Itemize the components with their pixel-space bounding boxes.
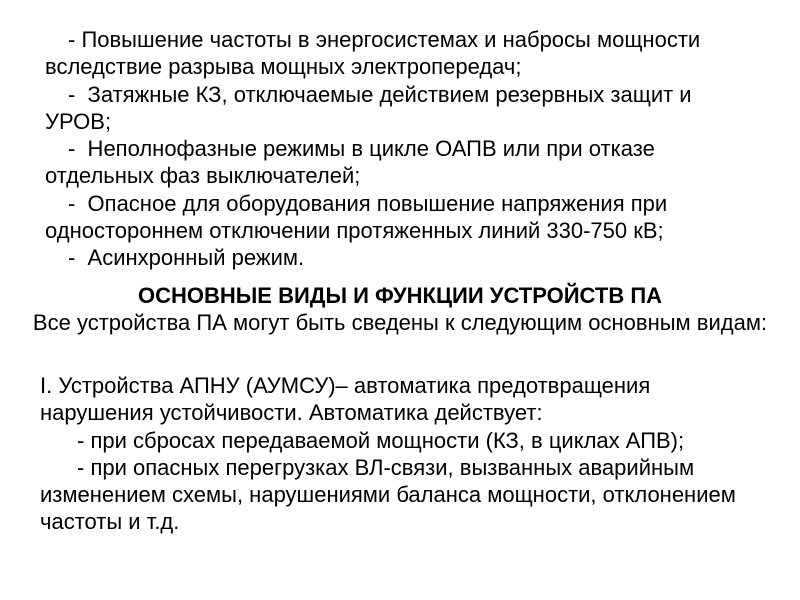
text-line: одностороннем отключении протяженных линий 330-750 кВ;: [45, 218, 664, 244]
hazards-list: [45, 26, 700, 272]
text-line: вследствие разрыва мощных электропередач;: [45, 54, 522, 80]
text-line: изменением схемы, нарушениями баланса мощности, отклонением: [40, 482, 736, 508]
text-line: - Асинхронный режим.: [68, 245, 305, 271]
text-line: - Опасное для оборудования повышение напряжения при: [68, 190, 668, 216]
section-heading-block: [0, 282, 800, 337]
section-heading: ОСНОВНЫЕ ВИДЫ И ФУНКЦИИ УСТРОЙСТВ ПА: [137, 283, 663, 308]
text-line: отдельных фаз выключателей;: [45, 163, 361, 189]
text-line: I. Устройства АПНУ (АУМСУ)– автоматика предотвращения: [40, 373, 651, 398]
text-line: УРОВ;: [45, 108, 112, 134]
apnu-block: [40, 372, 736, 536]
text-line: - Повышение частоты в энергосистемах и набросы мощности: [68, 27, 701, 52]
text-line: нарушения устойчивости. Автоматика действует:: [40, 400, 543, 426]
text-line: - Неполнофазные режимы в цикле ОАПВ или при отказе: [68, 136, 655, 162]
text-line: частоты и т.д.: [40, 509, 180, 535]
text-line: - при опасных перегрузках ВЛ-связи, вызванных аварийным: [77, 454, 695, 480]
section-subheading: Все устройства ПА могут быть сведены к следующим основным видам:: [32, 310, 768, 336]
text-line: - при сбросах передаваемой мощности (КЗ, в циклах АПВ);: [77, 427, 685, 453]
text-line: - Затяжные КЗ, отключаемые действием резервных защит и: [68, 81, 692, 107]
